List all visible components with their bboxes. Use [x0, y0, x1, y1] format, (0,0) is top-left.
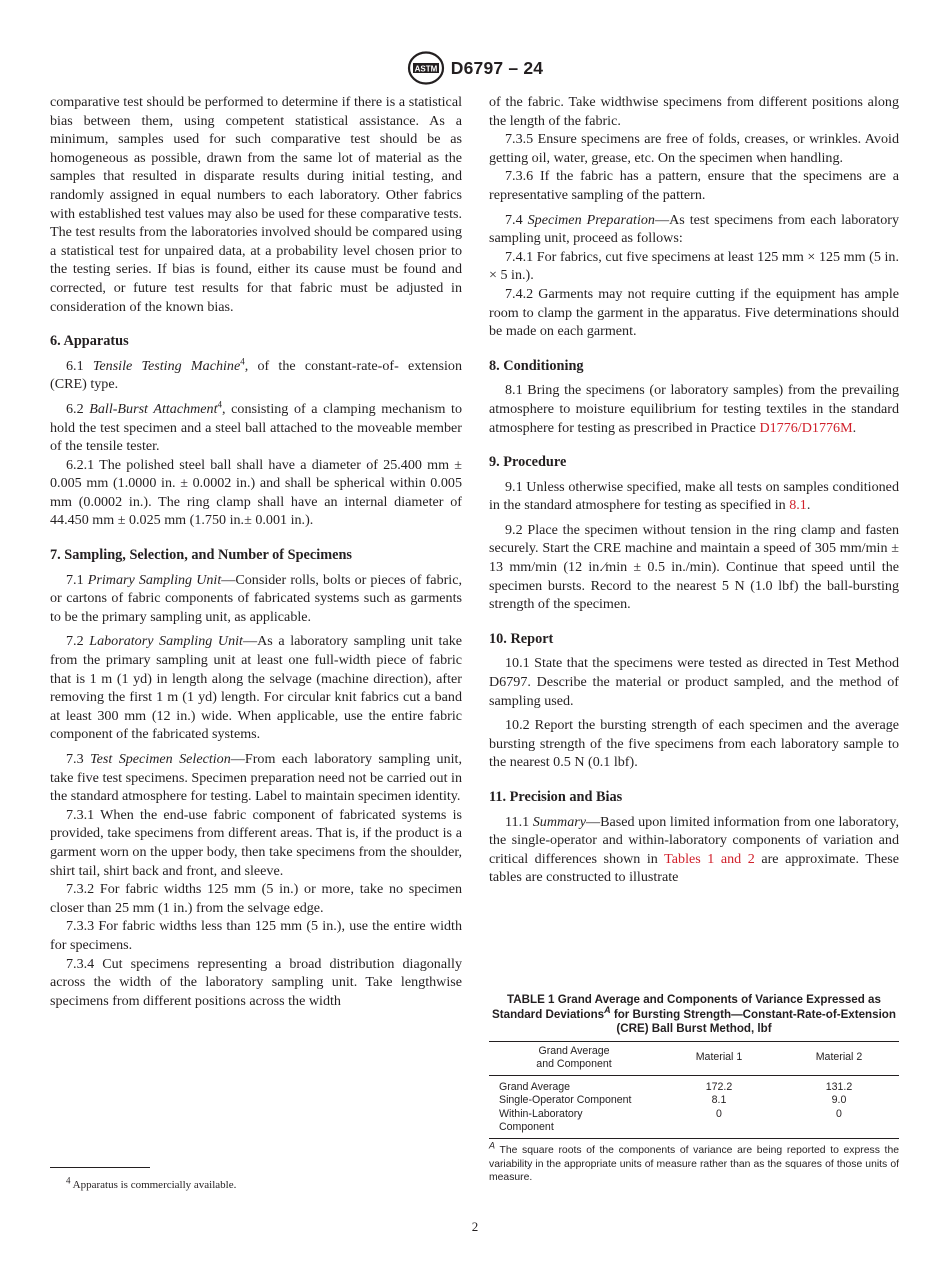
column-header-component: Grand Average and Component [536, 1044, 612, 1071]
paragraph-7-3-1: 7.3.1 When the end-use fabric component of fabricated systems is provided, take specimens from different areas. That is, if the product is a garment worn on the upper body, then take specimens from the shoulder, shirt tail, shirt back and front, and sleeve. [50, 806, 462, 879]
reference-link-8-1[interactable]: 8.1 [789, 497, 807, 514]
paragraph-7-3: 7.3 Test Specimen Selection—From each laboratory sampling unit, take five test specimens. Specimen preparation need not be carried out in the standard atmosphere for testing. Label to maintain specimen identity. [50, 751, 462, 805]
paragraph-9-1: 9.1 Unless otherwise specified, make all tests on samples conditioned in the standard atmosphere for testing as specified in 8.1. [489, 478, 899, 514]
paragraph-7-2: 7.2 Laboratory Sampling Unit—As a laboratory sampling unit take from the primary sampling unit at least one full-width piece of fabric that is 1 m (1 yd) in length along the selvage (machine direction), after removing the first 1 m (1 yd) length. For circular knit fabrics cut a band at least 300 mm (12 in.) wide. When applicable, use the entire fabric component of the fabricated systems. [50, 633, 462, 743]
section-heading-procedure: 9. Procedure [489, 454, 567, 471]
astm-logo-icon [407, 51, 445, 85]
paragraph-7-3-5: 7.3.5 Ensure specimens are free of folds, creases, or wrinkles. Avoid getting oil, water, grease, etc. On the specimen when handling. [489, 131, 899, 166]
paragraph-7-3-2: 7.3.2 For fabric widths 125 mm (5 in.) or more, take no specimen closer than 25 mm (1 in.) from the selvage edge. [50, 881, 462, 916]
table-footnote: $^A$ The square roots of the components of variance are being reported to express the variability in the appropriate units of measure rather than as the squares of those units of measure. [489, 1140, 899, 1184]
paragraph-7-4-2: 7.4.2 Garments may not require cutting if the equipment has ample room to clamp the garment in the apparatus. Five determinations should be made on each garment. [489, 285, 899, 340]
table-row: Within-Laboratory 0 0 [499, 1107, 842, 1120]
left-column [50, 93, 462, 1010]
section-heading-apparatus: 6. Apparatus [50, 333, 129, 350]
table-row: Grand Average 172.2 131.2 [499, 1080, 853, 1093]
table-header-row [489, 1041, 899, 1075]
table-row: Component [489, 1121, 899, 1138]
paragraph-11-1: 11.1 Summary—Based upon limited information from one laboratory, the single-operator and within-laboratory components of variation and critical differences shown in Tables 1 and 2 are approximate. These tables are constructed to illustrate [489, 813, 899, 886]
paragraph-6-2: 6.2 Ball-Burst Attachment$^4$, consisting of a clamping mechanism to hold the test specimen and a steel ball attached to the moveable member of the tensile tester. [50, 399, 462, 455]
paragraph-7-3-4: 7.3.4 Cut specimens representing a broad distribution diagonally across the width of the laboratory sampling unit. Take lengthwise specimens from different positions across the width [50, 955, 462, 1009]
paragraph-continuation: of the fabric. Take widthwise specimens from different positions along the length of the fabric. [489, 94, 899, 129]
section-heading-conditioning: 8. Conditioning [489, 357, 584, 374]
page-footnote: $^4$ Apparatus is commercially available. [66, 1175, 237, 1191]
page-number: 2 [471, 1219, 479, 1234]
table-row: Single-Operator Component 8.1 9.0 [499, 1094, 847, 1107]
reference-link-tables[interactable]: Tables 1 and 2 [664, 850, 755, 867]
right-column [489, 93, 899, 887]
column-header-material-1: Material 1 [695, 1051, 743, 1064]
svg-text:ASTM: ASTM [414, 64, 438, 74]
paragraph-7-4: 7.4 Specimen Preparation—As test specimens from each laboratory sampling unit, proceed as follows: [489, 211, 900, 247]
paragraph-7-4-1: 7.4.1 For fabrics, cut five specimens at least 125 mm × 125 mm (5 in. × 5 in.). [489, 248, 899, 284]
column-header-material-2: Material 2 [815, 1051, 863, 1064]
paragraph-continuation: comparative test should be performed to determine if there is a statistical bias between them, using competent statistical assistance. As a minimum, samples used for such comparative test should be as homogeneous as possible, drawn from the same lot of material as the samples that resulted in disparate results during initial testing, and randomly assigned in equal numbers to each laboratory. Other fabrics with established test values may also be used for these comparative tests. The test results from the laboratories involved should be compared using a statistical test for unpaired data, at a probability level chosen prior to the testing series. If bias is found, either its cause must be found and corrected, or future test results for that fabric must be adjusted in consideration of the known bias. [50, 94, 462, 315]
paragraph-6-1: 6.1 Tensile Testing Machine$^4$, of the constant-rate-of- extension (CRE) type. [50, 356, 462, 393]
paragraph-7-1: 7.1 Primary Sampling Unit—Consider rolls, bolts or pieces of fabric, or cartons of fabric components of fabricated systems such as garments to be the primary sampling unit, as applicable. [50, 571, 462, 625]
table-title: TABLE 1 Grand Average and Components of Variance Expressed as Standard Deviations$^A$ for Bursting Strength—Constant-Rate-of-Extension (CRE) Ball Burst Method, lbf [492, 993, 896, 1035]
paragraph-7-3-6: 7.3.6 If the fabric has a pattern, ensure that the specimens are a representative sampling of the pattern. [489, 168, 899, 203]
footnote-divider [50, 1167, 150, 1168]
page-header [0, 48, 950, 88]
standard-designation: D6797 – 24 [450, 57, 544, 78]
section-heading-sampling: 7. Sampling, Selection, and Number of Specimens [50, 547, 352, 564]
paragraph-7-3-3: 7.3.3 For fabric widths less than 125 mm (5 in.), use the entire width for specimens. [50, 918, 462, 953]
table-1 [489, 993, 899, 1195]
data-table [489, 1041, 899, 1140]
section-heading-precision: 11. Precision and Bias [489, 789, 623, 805]
paragraph-10-1: 10.1 State that the specimens were tested as directed in Test Method D6797. Describe the material or product sampled, and the method of sampling used. [489, 655, 899, 709]
paragraph-6-2-1: 6.2.1 The polished steel ball shall have a diameter of 25.400 mm ± 0.005 mm (1.0000 in. ± 0.0002 in.) and shall be spherical within 0.005 mm (0.0002 in.). The ring clamp shall have an internal diameter of 44.450 mm ± 0.025 mm (1.750 in.± 0.001 in.). [50, 456, 462, 529]
reference-link-d1776[interactable]: D1776/D1776M [759, 419, 853, 436]
paragraph-9-2: 9.2 Place the specimen without tension in the ring clamp and fasten securely. Start the CRE machine and maintain a speed of 305 mm/min ± 13 mm/min (12 in.⁄min ± 0.5 in./min). Continue that speed until the specimen bursts. Record to the nearest 5 N (1.0 lbf) the ball-bursting strength of the specimen. [489, 521, 899, 613]
paragraph-10-2: 10.2 Report the bursting strength of each specimen and the average bursting strength of the five specimens from each laboratory sample to the nearest 0.5 N (0.1 lbf). [489, 717, 899, 771]
paragraph-8-1: 8.1 Bring the specimens (or laboratory samples) from the prevailing atmosphere to moisture equilibrium for testing textiles in the standard atmosphere for testing as prescribed in Practice D1776/D1776M. [489, 382, 899, 436]
section-heading-report: 10. Report [489, 630, 554, 647]
